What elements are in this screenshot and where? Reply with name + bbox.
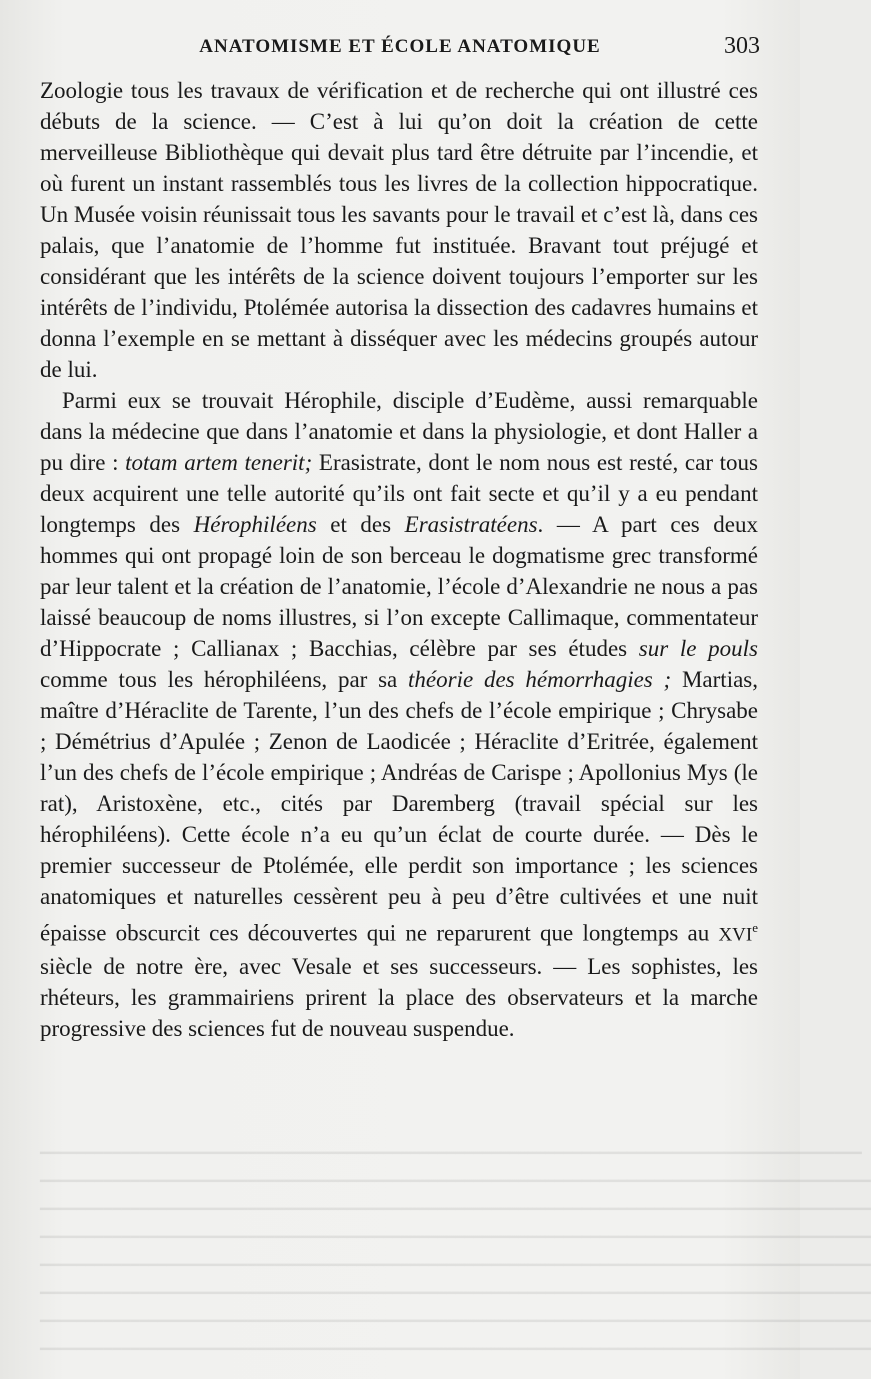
paragraph-2 [40,385,758,1044]
italic-term-hemorrhagies: théorie des hémorrhagies ; [408,667,672,692]
running-title: ANATOMISME ET ÉCOLE ANATOMIQUE [199,36,601,57]
paragraph-2-text: Erasistrate, dont le nom nous est resté, car tous deux acquirent une telle autorité qu’ils ont fait secte et qu’il y a eu pendant longtemps des [40,450,758,537]
paragraph-2-text: Martias, maître d’Héraclite de Tarente, l’un des chefs de l’école empirique ; Chrysabe ; Démétrius d’Apulée ; Zenon de Laodicée ; Héraclite d’Eritrée, également l’un des chefs de l’école empirique ; Andréas de Carispe ; Apollonius Mys (le rat), Aristoxène, etc., cités par Daremberg (travail spécial sur les hérophiléens). Cette école n’a eu qu’un éclat de courte durée. — Dès le premier successeur de Ptolémée, elle perdit son importance ; les sciences anatomiques et naturelles cessèrent peu à peu d’être cultivées et une nuit épaisse obscurcit ces découvertes qui ne reparurent que longtemps au [40,667,758,946]
paragraph-2-text: et des [316,512,405,537]
paragraph-1: Zoologie tous les travaux de vérification et de recherche qui ont illustré ces débuts de la science. — C’est à lui qu’on doit la création de cette merveilleuse Bibliothèque qui devait plus tard être détruite par l’incendie, et où furent un instant rassemblés tous les livres de la collection hippocratique. Un Musée voisin réunissait tous les savants pour le travail et c’est là, dans ces palais, que l’anatomie de l’homme fut instituée. Bravant tout préjugé et considérant que les intérêts de la science doivent toujours l’emporter sur les intérêts de l’individu, Ptolémée autorisa la dissection des cadavres humains et donna l’exemple en se mettant à disséquer avec les médecins groupés autour de lui. [40,78,758,382]
paragraph-2-text: Parmi eux se trouvait Hérophile, disciple d’Eudème, aussi remarquable dans la médecine que dans l’anatomie et dans la physiologie, et dont Haller a pu dire : [40,388,758,475]
italic-term-pouls: sur le pouls [638,636,759,661]
italic-term-herophileens: Hérophiléens [193,512,317,537]
century-numeral: XVI [718,924,753,946]
running-head [40,33,760,66]
ordinal-superscript: e [752,920,758,935]
page-number: 303 [724,33,760,59]
paragraph-2-text: siècle de notre ère, avec Vesale et ses successeurs. — Les sophistes, les rhéteurs, les grammairiens prirent la place des observateurs et la marche progressive des sciences fut de nouveau suspendue. [40,953,758,1041]
paragraph-2-text: . — A part ces deux hommes qui ont propagé loin de son berceau le dogmatisme grec transformé par leur talent et la création de l’anatomie, l’école d’Alexandrie ne nous a pas laissé beaucoup de noms illustres, si l’on excepte Callimaque, commentateur d’Hippocrate ; Callianax ; Bacchias, célèbre par ses études [40,512,759,661]
show-through-texture: ━━━━━━━━━━━━━━━━━━━━━━━━━━━━━━━━━━━━━━━━━━━━━━━━━━━━━━━━━━━━━━━━━━━━━━━━━━━━━━━━━━━━━━━━━━━ ━━━━━━━━━━━━━━━━━━━━━━━━━━━━━━━━━━━━━━━━━━━━━━━━━━━━━━━━━━━━━━━━━━━━━━━━━━━━━━━━━━━━━━━━━━━━ ━━━━━━━━━━━━━━━━━━━━━━━━━━━━━━━━━━━━━━━━━━━━━━━━━━━━━━━━━━━━━━━━━━━━━━━━━━━━━━━━━━━━━━━━━━━━ ━━━━━━━━━━━━━━━━━━━━━━━━━━━━━━━━━━━━━━━━━━━━━━━━━━━━━━━━━━━━━━━━━━━━━━━━━━━━━━━━━━━━━━━━━━━━ ━━━━━━━━━━━━━━━━━━━━━━━━━━━━━━━━━━━━━━━━━━━━━━━━━━━━━━━━━━━━━━━━━━━━━━━━━━━━━━━━━━━━━━━━━━━━ ━━━━━━━━━━━━━━━━━━━━━━━━━━━━━━━━━━━━━━━━━━━━━━━━━━━━━━━━━━━━━━━━━━━━━━━━━━━━━━━━━━━━━━━━━━━━ ━━━━━━━━━━━━━━━━━━━━━━━━━━━━━━━━━━━━━━━━━━━━━━━━━━━━━━━━━━━━━━━━━━━━━━━━━━━━━━━━━━━━━━━━━━━━ ━━━━━━━━━━━━━━━━━━━━━━━━━━━━━━━━━━━━━━━━━━━━━━━━━━━━━━━━━━━━━━━━━━━━━━━━━━━━━━━━━━━━━━━━━━━━ [40,1146,871,1358]
latin-quote: totam artem tenerit; [125,450,313,475]
italic-term-erasistrateens: Erasistratéens [404,512,538,537]
paragraph-2-text: comme tous les hérophiléens, par sa [40,667,409,692]
body-text [40,75,758,1044]
